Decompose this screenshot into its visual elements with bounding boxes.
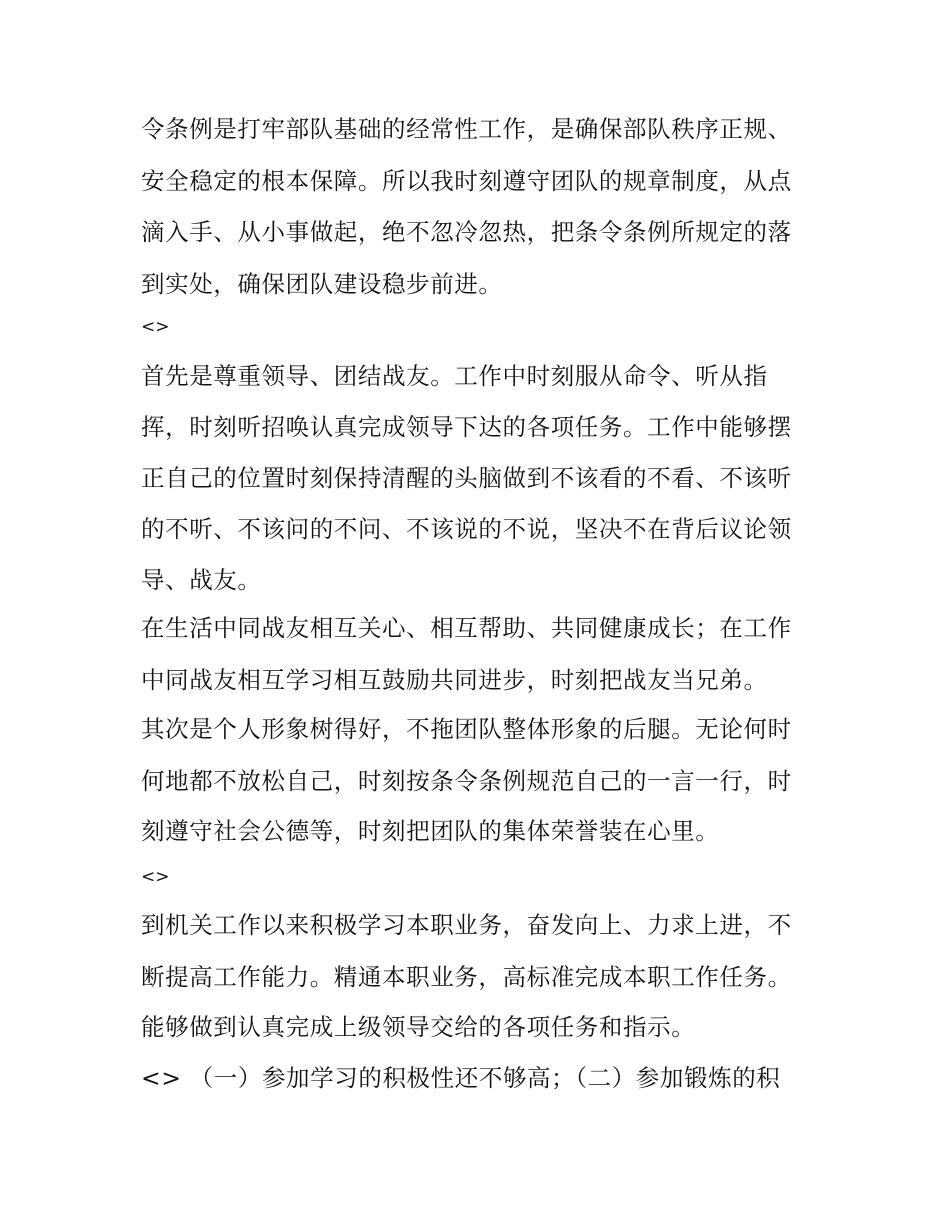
text-line: 令条例是打牢部队基础的经常性工作，是确保部队秩序正规、 — [141, 115, 792, 143]
text-line: 滴入手、从小事做起，绝不忽冷忽热，把条令条例所规定的落 — [141, 218, 792, 246]
text-line: 到实处，确保团队建设稳步前进。 — [141, 270, 503, 298]
text-line: 安全稳定的根本保障。所以我时刻遵守团队的规章制度，从点 — [141, 167, 792, 195]
text-line: 首先是尊重领导、团结战友。工作中时刻服从命令、听从指 — [141, 362, 768, 390]
text-line: 能够做到认真完成上级领导交给的各项任务和指示。 — [141, 1013, 696, 1041]
text-line: 何地都不放松自己，时刻按条令条例规范自己的一言一行，时 — [141, 767, 792, 795]
text-line: 正自己的位置时刻保持清醒的头脑做到不该看的不看、不该听 — [141, 464, 792, 492]
text-line: 其次是个人形象树得好，不拖团队整体形象的后腿。无论何时 — [141, 715, 792, 743]
text-line: 导、战友。 — [141, 566, 262, 594]
text-line: 挥，时刻听招唤认真完成领导下达的各项任务。工作中能够摆 — [141, 413, 792, 441]
text-line: 的不听、不该问的不问、不该说的不说，坚决不在背后议论领 — [141, 515, 792, 543]
text-line: 到机关工作以来积极学习本职业务，奋发向上、力求上进，不 — [141, 911, 792, 939]
text-line: 中同战友相互学习相互鼓励共同进步，时刻把战友当兄弟。 — [141, 666, 768, 694]
text-line: <> （一）参加学习的积极性还不够高；（二）参加锻炼的积 — [141, 1064, 781, 1092]
text-line: 断提高工作能力。精通本职业务，高标准完成本职工作任务。 — [141, 963, 792, 991]
text-line: 刻遵守社会公德等，时刻把团队的集体荣誉装在心里。 — [141, 817, 720, 845]
section-marker: <> — [141, 317, 170, 337]
text-line: 在生活中同战友相互关心、相互帮助、共同健康成长；在工作 — [141, 614, 792, 642]
section-marker: <> — [141, 867, 170, 887]
